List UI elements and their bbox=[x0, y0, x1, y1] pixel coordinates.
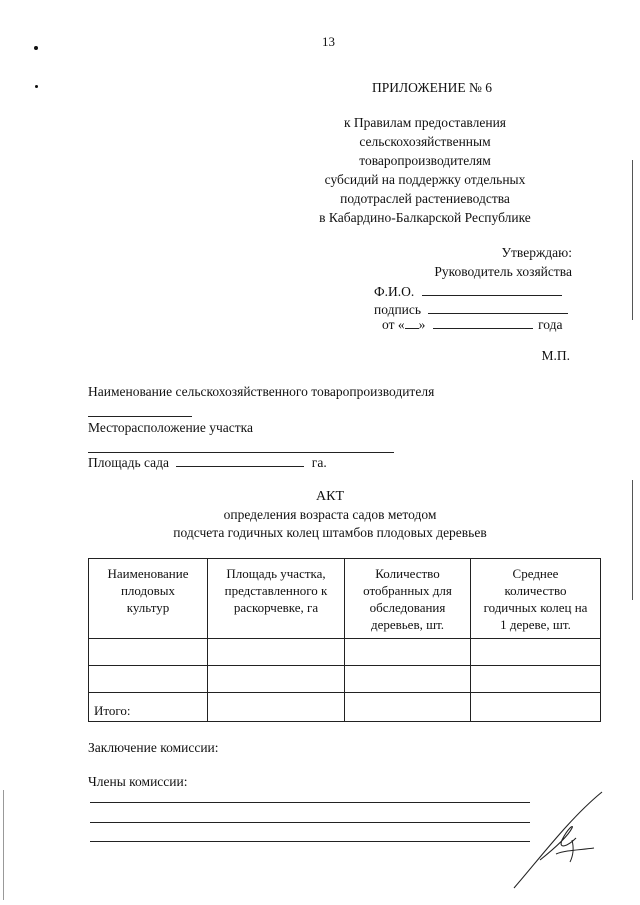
act-heading bbox=[100, 488, 560, 542]
header-culture: Наименование плодовых культур bbox=[89, 559, 208, 639]
producer-name-blank bbox=[88, 416, 192, 417]
garden-area-label: Площадь сада bbox=[88, 455, 170, 470]
fio-blank bbox=[422, 283, 562, 296]
table-cell[interactable] bbox=[471, 639, 601, 666]
date-mid: » bbox=[418, 317, 426, 332]
handwritten-signature bbox=[510, 788, 610, 893]
approve-label: Утверждаю: bbox=[501, 245, 572, 260]
table-cell[interactable] bbox=[208, 666, 345, 693]
header-selected-trees: Количество отобранных для обследования деревьев, шт. bbox=[345, 559, 471, 639]
appendix-line: в Кабардино-Балкарской Республике bbox=[319, 210, 531, 225]
act-title: АКТ bbox=[316, 489, 344, 504]
appendix-line: субсидий на поддержку отдельных bbox=[324, 172, 526, 187]
member-signature-line bbox=[90, 802, 530, 803]
table-cell[interactable] bbox=[89, 666, 208, 693]
producer-name-label: Наименование сельскохозяйственного товаропроизводителя bbox=[88, 384, 435, 399]
table-cell[interactable] bbox=[471, 693, 601, 722]
scan-edge-mark bbox=[3, 790, 4, 900]
signature-blank bbox=[428, 301, 568, 314]
appendix-line: сельскохозяйственным bbox=[359, 134, 491, 149]
appendix-block bbox=[290, 78, 560, 227]
stamp-label: М.П. bbox=[541, 348, 570, 363]
table-cell[interactable] bbox=[345, 693, 471, 722]
signature-label: подпись bbox=[374, 302, 422, 317]
member-signature-line bbox=[90, 822, 530, 823]
table-cell[interactable] bbox=[345, 639, 471, 666]
location-label: Месторасположение участка bbox=[88, 420, 254, 435]
date-line bbox=[382, 316, 563, 333]
date-suffix: года bbox=[538, 317, 563, 332]
day-blank bbox=[405, 316, 419, 329]
table-row bbox=[89, 639, 601, 666]
date-prefix: от « bbox=[382, 317, 405, 332]
location-blank bbox=[88, 452, 394, 453]
appendix-line: к Правилам предоставления bbox=[343, 115, 507, 130]
table-row bbox=[89, 666, 601, 693]
area-unit: га. bbox=[311, 455, 327, 470]
members-label: Члены комиссии: bbox=[88, 774, 188, 789]
header-average-rings: Среднее количество годичных колец на 1 дереве, шт. bbox=[471, 559, 601, 639]
table-cell[interactable] bbox=[208, 639, 345, 666]
act-table bbox=[88, 558, 601, 722]
margin-dot bbox=[34, 46, 38, 50]
appendix-title: ПРИЛОЖЕНИЕ № 6 bbox=[371, 80, 493, 95]
garden-area-line bbox=[88, 454, 327, 471]
member-signature-line bbox=[90, 841, 530, 842]
scan-edge-mark bbox=[632, 480, 633, 600]
fio-line bbox=[374, 283, 562, 300]
act-subtitle: подсчета годичных колец штамбов плодовых деревьев bbox=[173, 525, 487, 540]
table-cell[interactable] bbox=[89, 639, 208, 666]
total-label: Итого: bbox=[89, 693, 208, 722]
table-total-row bbox=[89, 693, 601, 722]
scan-edge-mark bbox=[632, 160, 633, 320]
garden-area-blank bbox=[176, 454, 304, 467]
fio-label: Ф.И.О. bbox=[374, 284, 415, 299]
month-blank bbox=[433, 316, 533, 329]
conclusion-label: Заключение комиссии: bbox=[88, 740, 219, 755]
table-cell[interactable] bbox=[471, 666, 601, 693]
table-header-row bbox=[89, 559, 601, 639]
appendix-line: подотраслей растениеводства bbox=[340, 191, 510, 206]
appendix-line: товаропроизводителям bbox=[359, 153, 491, 168]
margin-dot bbox=[35, 85, 38, 88]
table-cell[interactable] bbox=[345, 666, 471, 693]
act-subtitle: определения возраста садов методом bbox=[223, 507, 437, 522]
head-label: Руководитель хозяйства bbox=[434, 264, 572, 279]
page-number: 13 bbox=[322, 34, 335, 49]
table-cell[interactable] bbox=[208, 693, 345, 722]
header-area: Площадь участка, представленного к раскорчевке, га bbox=[208, 559, 345, 639]
